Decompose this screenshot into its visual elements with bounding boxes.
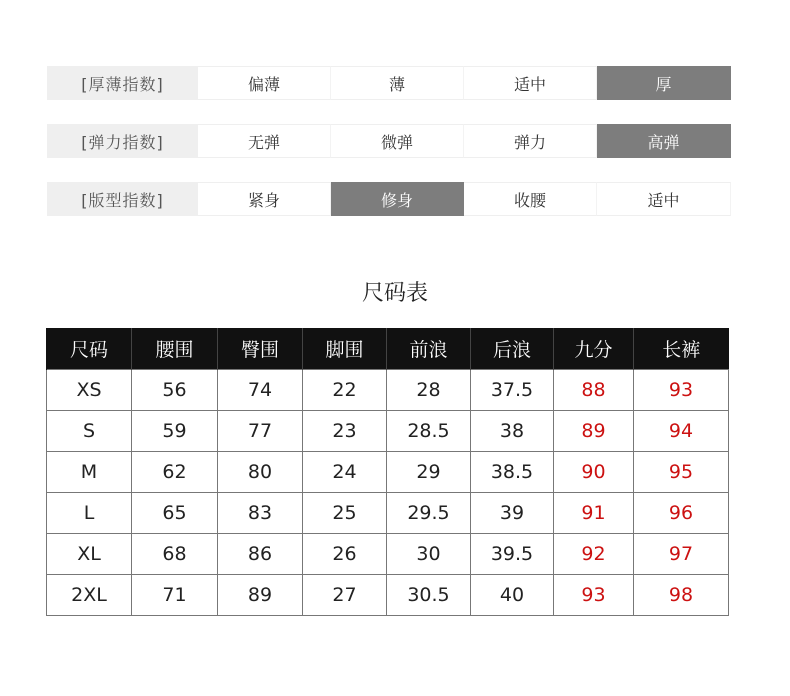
header-full-length: 长裤 (634, 328, 729, 369)
table-cell: 22 (303, 369, 387, 410)
table-row (47, 451, 729, 492)
table-cell: 39 (471, 492, 554, 533)
table-cell: 89 (218, 574, 303, 615)
header-size: 尺码 (47, 328, 132, 369)
elasticity-option-4: 高弹 (597, 124, 731, 158)
table-cell: 40 (471, 574, 554, 615)
table-cell: 56 (132, 369, 218, 410)
header-front-rise: 前浪 (387, 328, 471, 369)
table-cell: 89 (554, 410, 634, 451)
table-cell: 74 (218, 369, 303, 410)
table-row (47, 410, 729, 451)
table-cell: 30.5 (387, 574, 471, 615)
fit-option-4: 适中 (597, 182, 731, 216)
header-ninth-length: 九分 (554, 328, 634, 369)
table-cell: 93 (554, 574, 634, 615)
table-cell: 94 (634, 410, 729, 451)
header-back-rise: 后浪 (471, 328, 554, 369)
table-cell: 27 (303, 574, 387, 615)
size-chart-table (46, 328, 729, 616)
fit-index-label: [版型指数] (47, 182, 198, 216)
table-cell: 92 (554, 533, 634, 574)
fit-index-row (47, 182, 731, 216)
table-cell: 25 (303, 492, 387, 533)
table-cell: XS (47, 369, 132, 410)
table-row (47, 369, 729, 410)
table-cell: 98 (634, 574, 729, 615)
table-cell: 83 (218, 492, 303, 533)
fit-option-3: 收腰 (464, 182, 597, 216)
table-cell: 65 (132, 492, 218, 533)
table-cell: 71 (132, 574, 218, 615)
elasticity-option-1: 无弹 (198, 124, 331, 158)
table-row (47, 492, 729, 533)
table-header-row (47, 328, 729, 369)
thickness-option-3: 适中 (464, 66, 597, 100)
table-cell: 23 (303, 410, 387, 451)
thickness-option-4: 厚 (597, 66, 731, 100)
header-hem: 脚围 (303, 328, 387, 369)
elasticity-option-2: 微弹 (331, 124, 464, 158)
elasticity-option-3: 弹力 (464, 124, 597, 158)
thickness-option-1: 偏薄 (198, 66, 331, 100)
table-cell: S (47, 410, 132, 451)
table-cell: 77 (218, 410, 303, 451)
table-cell: 93 (634, 369, 729, 410)
table-cell: 38 (471, 410, 554, 451)
table-cell: 97 (634, 533, 729, 574)
table-cell: 62 (132, 451, 218, 492)
table-cell: 68 (132, 533, 218, 574)
elasticity-index-row (47, 124, 731, 158)
table-cell: 29 (387, 451, 471, 492)
table-cell: 30 (387, 533, 471, 574)
fit-option-2: 修身 (331, 182, 464, 216)
table-cell: 38.5 (471, 451, 554, 492)
table-row (47, 574, 729, 615)
table-cell: 80 (218, 451, 303, 492)
table-cell: 2XL (47, 574, 132, 615)
table-cell: 26 (303, 533, 387, 574)
header-hip: 臀围 (218, 328, 303, 369)
thickness-index-label: [厚薄指数] (47, 66, 198, 100)
table-cell: 59 (132, 410, 218, 451)
table-cell: L (47, 492, 132, 533)
table-cell: 86 (218, 533, 303, 574)
thickness-index-row (47, 66, 731, 100)
size-chart-title: 尺码表 (361, 281, 428, 306)
table-cell: 28.5 (387, 410, 471, 451)
table-cell: 39.5 (471, 533, 554, 574)
table-cell: 29.5 (387, 492, 471, 533)
fit-option-1: 紧身 (198, 182, 331, 216)
table-cell: XL (47, 533, 132, 574)
table-cell: 28 (387, 369, 471, 410)
table-cell: 96 (634, 492, 729, 533)
header-waist: 腰围 (132, 328, 218, 369)
elasticity-index-label: [弹力指数] (47, 124, 198, 158)
table-row (47, 533, 729, 574)
table-cell: 90 (554, 451, 634, 492)
table-cell: M (47, 451, 132, 492)
table-cell: 37.5 (471, 369, 554, 410)
table-cell: 88 (554, 369, 634, 410)
table-cell: 24 (303, 451, 387, 492)
thickness-option-2: 薄 (331, 66, 464, 100)
table-cell: 91 (554, 492, 634, 533)
table-cell: 95 (634, 451, 729, 492)
